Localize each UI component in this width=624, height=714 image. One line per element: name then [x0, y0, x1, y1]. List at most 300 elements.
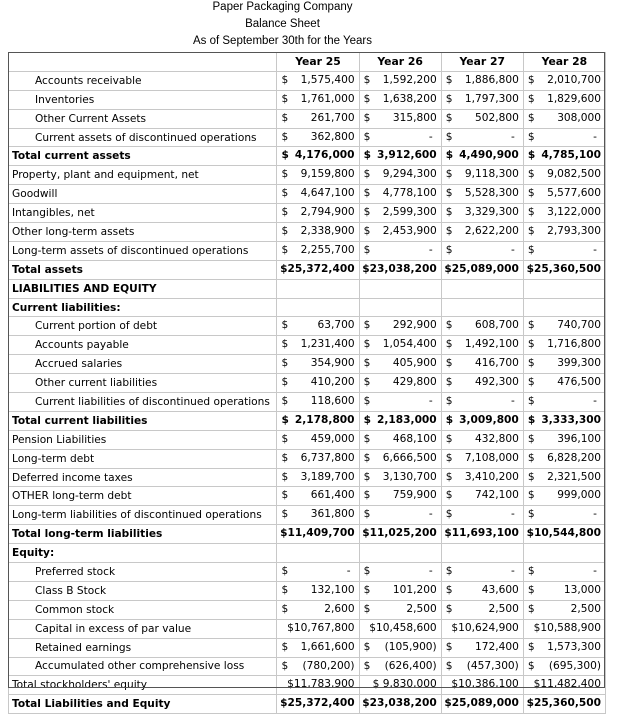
- value-cell: [441, 411, 523, 430]
- amount: 4,785,100: [541, 149, 601, 162]
- amount: 3,329,300: [464, 206, 519, 219]
- currency-symbol: $: [363, 111, 371, 124]
- value-cell: [359, 449, 441, 468]
- table-row: [9, 525, 606, 544]
- row-label: Total long-term liabilities: [9, 525, 277, 544]
- row-label: Capital in excess of par value: [9, 619, 277, 638]
- currency-symbol: $: [281, 395, 289, 408]
- amount: (626,400): [384, 659, 437, 672]
- amount: 759,900: [392, 489, 437, 502]
- amount: 2,183,000: [377, 413, 437, 426]
- currency-symbol: $: [363, 130, 371, 143]
- currency-symbol: $: [281, 489, 289, 502]
- amount: 1,231,400: [300, 338, 355, 351]
- row-label: Property, plant and equipment, net: [9, 166, 277, 185]
- amount: 3,130,700: [382, 470, 437, 483]
- value-cell: [359, 355, 441, 374]
- amount: 315,800: [392, 111, 437, 124]
- currency-symbol: $: [527, 470, 535, 483]
- amount: 2,178,800: [294, 413, 355, 426]
- value-cell: [277, 128, 359, 147]
- value-cell: [523, 260, 605, 279]
- table-row: [9, 657, 606, 676]
- value-cell: [277, 393, 359, 412]
- amount: 6,666,500: [382, 451, 437, 464]
- value-cell: [441, 487, 523, 506]
- currency-symbol: $: [527, 225, 535, 238]
- amount: -: [510, 395, 515, 408]
- currency-symbol: $: [363, 565, 371, 578]
- value-cell: [277, 185, 359, 204]
- amount: 6,737,800: [300, 451, 355, 464]
- column-header-year-26: Year 26: [359, 53, 441, 72]
- amount: 1,797,300: [464, 92, 519, 105]
- value-cell: [441, 223, 523, 242]
- row-label: Preferred stock: [9, 563, 277, 582]
- value-cell: [277, 317, 359, 336]
- amount: -: [510, 508, 515, 521]
- value-cell: [359, 109, 441, 128]
- currency-symbol: $: [281, 149, 289, 162]
- currency-symbol: $: [363, 187, 371, 200]
- table-row: [9, 71, 606, 90]
- value-cell: [441, 298, 523, 317]
- amount: $25,372,400: [280, 697, 355, 710]
- amount: 362,800: [310, 130, 355, 143]
- value-cell: [277, 581, 359, 600]
- currency-symbol: $: [445, 338, 453, 351]
- currency-symbol: $: [445, 470, 453, 483]
- value-cell: [441, 600, 523, 619]
- currency-symbol: $: [281, 602, 289, 615]
- amount: $ 9,830,000: [372, 678, 437, 691]
- amount: -: [593, 243, 597, 256]
- amount: 740,700: [557, 319, 601, 332]
- table-row: [9, 411, 606, 430]
- currency-symbol: $: [445, 92, 453, 105]
- currency-symbol: $: [281, 565, 289, 578]
- row-label: Total Liabilities and Equity: [9, 695, 277, 714]
- currency-symbol: $: [363, 92, 371, 105]
- value-cell: [523, 430, 605, 449]
- amount: $10,767,800: [287, 621, 355, 634]
- amount: 410,200: [310, 376, 355, 389]
- amount: -: [428, 395, 433, 408]
- value-cell: [277, 657, 359, 676]
- amount: 354,900: [310, 357, 355, 370]
- amount: $23,038,200: [362, 262, 437, 275]
- value-cell: [523, 487, 605, 506]
- currency-symbol: $: [527, 111, 535, 124]
- value-cell: [359, 638, 441, 657]
- currency-symbol: $: [445, 168, 453, 181]
- currency-symbol: $: [363, 206, 371, 219]
- currency-symbol: $: [527, 489, 535, 502]
- value-cell: [277, 355, 359, 374]
- table-row: [9, 695, 606, 714]
- value-cell: [523, 147, 605, 166]
- currency-symbol: $: [527, 149, 536, 162]
- value-cell: [523, 374, 605, 393]
- value-cell: [523, 298, 605, 317]
- currency-symbol: $: [527, 413, 536, 426]
- currency-symbol: $: [363, 243, 371, 256]
- value-cell: [359, 71, 441, 90]
- row-label: Equity:: [9, 544, 277, 563]
- currency-symbol: $: [445, 130, 453, 143]
- amount: -: [510, 565, 515, 578]
- amount: 405,900: [392, 357, 437, 370]
- value-cell: [523, 204, 605, 223]
- amount: 1,829,600: [547, 92, 601, 105]
- value-cell: [441, 90, 523, 109]
- row-label: Current portion of debt: [9, 317, 277, 336]
- amount: 3,009,800: [459, 413, 519, 426]
- currency-symbol: $: [363, 395, 371, 408]
- value-cell: [441, 166, 523, 185]
- table-row: [9, 393, 606, 412]
- row-label: LIABILITIES AND EQUITY: [9, 279, 277, 298]
- value-cell: [277, 411, 359, 430]
- value-cell: [523, 411, 605, 430]
- value-cell: [523, 657, 605, 676]
- currency-symbol: $: [363, 319, 371, 332]
- value-cell: [523, 695, 605, 714]
- amount: 292,900: [392, 319, 437, 332]
- value-cell: [523, 71, 605, 90]
- value-cell: [277, 430, 359, 449]
- value-cell: [359, 260, 441, 279]
- currency-symbol: $: [363, 73, 371, 86]
- amount: -: [593, 130, 597, 143]
- value-cell: [441, 581, 523, 600]
- amount: $11,783,900: [287, 678, 355, 691]
- table-row: [9, 317, 606, 336]
- amount: 5,577,600: [547, 187, 601, 200]
- amount: 1,886,800: [464, 73, 519, 86]
- value-cell: [277, 204, 359, 223]
- value-cell: [523, 638, 605, 657]
- row-label: OTHER long-term debt: [9, 487, 277, 506]
- currency-symbol: $: [281, 130, 289, 143]
- row-label: Other current liabilities: [9, 374, 277, 393]
- amount: 3,912,600: [377, 149, 437, 162]
- row-label: Long-term assets of discontinued operations: [9, 241, 277, 260]
- amount: 101,200: [392, 583, 437, 596]
- value-cell: [441, 355, 523, 374]
- row-label: Intangibles, net: [9, 204, 277, 223]
- row-label: Pension Liabilities: [9, 430, 277, 449]
- currency-symbol: $: [281, 470, 289, 483]
- table-row: [9, 336, 606, 355]
- amount: 432,800: [475, 432, 519, 445]
- value-cell: [523, 468, 605, 487]
- currency-symbol: $: [527, 583, 535, 596]
- currency-symbol: $: [363, 225, 371, 238]
- row-label: Total stockholders' equity: [9, 676, 277, 695]
- currency-symbol: $: [281, 319, 289, 332]
- company-name: Paper Packaging Company: [212, 1, 353, 13]
- value-cell: [277, 525, 359, 544]
- amount: 9,082,500: [547, 168, 601, 181]
- row-label: Current liabilities:: [9, 298, 277, 317]
- value-cell: [523, 600, 605, 619]
- currency-symbol: $: [527, 565, 535, 578]
- value-cell: [277, 241, 359, 260]
- amount: 7,108,000: [464, 451, 519, 464]
- value-cell: [441, 336, 523, 355]
- amount: 4,490,900: [459, 149, 519, 162]
- currency-symbol: $: [363, 338, 371, 351]
- amount: $25,089,000: [444, 262, 519, 275]
- value-cell: [359, 128, 441, 147]
- value-cell: [277, 468, 359, 487]
- row-label: Current liabilities of discontinued operations: [9, 393, 277, 412]
- amount: 1,638,200: [382, 92, 437, 105]
- amount: -: [428, 243, 433, 256]
- currency-symbol: $: [363, 451, 371, 464]
- value-cell: [277, 279, 359, 298]
- value-cell: [441, 204, 523, 223]
- amount: 492,300: [475, 376, 519, 389]
- value-cell: [359, 317, 441, 336]
- value-cell: [277, 374, 359, 393]
- row-label: Other Current Assets: [9, 109, 277, 128]
- currency-symbol: $: [527, 168, 535, 181]
- currency-symbol: $: [445, 583, 453, 596]
- row-label: Goodwill: [9, 185, 277, 204]
- currency-symbol: $: [527, 187, 535, 200]
- amount: (105,900): [384, 640, 437, 653]
- statement-title: Balance Sheet: [245, 18, 320, 30]
- table-row: [9, 506, 606, 525]
- amount: 661,400: [310, 489, 355, 502]
- value-cell: [441, 544, 523, 563]
- currency-symbol: $: [445, 111, 453, 124]
- value-cell: [523, 619, 605, 638]
- value-cell: [441, 374, 523, 393]
- amount: 3,410,200: [464, 470, 519, 483]
- value-cell: [359, 506, 441, 525]
- currency-symbol: $: [445, 640, 453, 653]
- currency-symbol: $: [527, 508, 535, 521]
- currency-symbol: $: [281, 451, 289, 464]
- table-row: [9, 185, 606, 204]
- currency-symbol: $: [445, 489, 453, 502]
- amount: 308,000: [557, 111, 601, 124]
- value-cell: [359, 581, 441, 600]
- amount: 2,453,900: [382, 225, 437, 238]
- amount: 361,800: [310, 508, 355, 521]
- value-cell: [523, 223, 605, 242]
- header-blank-cell: [9, 53, 277, 72]
- amount: 429,800: [392, 376, 437, 389]
- amount: 468,100: [392, 432, 437, 445]
- table-row: [9, 355, 606, 374]
- amount: 13,000: [563, 583, 601, 596]
- value-cell: [277, 544, 359, 563]
- value-cell: [277, 298, 359, 317]
- table-row: [9, 223, 606, 242]
- value-cell: [359, 374, 441, 393]
- value-cell: [359, 544, 441, 563]
- table-row: [9, 468, 606, 487]
- amount: 3,333,300: [541, 413, 601, 426]
- value-cell: [359, 430, 441, 449]
- currency-symbol: $: [445, 73, 453, 86]
- row-label: Accumulated other comprehensive loss: [9, 657, 277, 676]
- currency-symbol: $: [363, 489, 371, 502]
- value-cell: [277, 638, 359, 657]
- value-cell: [277, 336, 359, 355]
- value-cell: [359, 695, 441, 714]
- value-cell: [441, 430, 523, 449]
- value-cell: [441, 128, 523, 147]
- table-row: [9, 449, 606, 468]
- value-cell: [359, 241, 441, 260]
- table-row: [9, 128, 606, 147]
- value-cell: [277, 487, 359, 506]
- currency-symbol: $: [363, 508, 371, 521]
- currency-symbol: $: [527, 92, 535, 105]
- amount: 2,793,300: [547, 225, 601, 238]
- balance-sheet-table: [8, 52, 606, 714]
- amount: 416,700: [475, 357, 519, 370]
- currency-symbol: $: [445, 376, 453, 389]
- value-cell: [441, 279, 523, 298]
- value-cell: [359, 619, 441, 638]
- column-header-year-25: Year 25: [277, 53, 359, 72]
- currency-symbol: $: [527, 130, 535, 143]
- table-row: [9, 487, 606, 506]
- currency-symbol: $: [363, 413, 371, 426]
- row-label: Total current assets: [9, 147, 277, 166]
- amount: 1,575,400: [300, 73, 355, 86]
- amount: 63,700: [317, 319, 355, 332]
- row-label: Common stock: [9, 600, 277, 619]
- value-cell: [441, 468, 523, 487]
- row-label: Class B Stock: [9, 581, 277, 600]
- value-cell: [441, 657, 523, 676]
- amount: 4,778,100: [382, 187, 437, 200]
- amount: 742,100: [475, 489, 519, 502]
- row-label: Total assets: [9, 260, 277, 279]
- amount: 2,321,500: [547, 470, 601, 483]
- amount: $11,025,200: [362, 527, 437, 540]
- column-header-year-27: Year 27: [441, 53, 523, 72]
- amount: 476,500: [557, 376, 601, 389]
- currency-symbol: $: [527, 376, 535, 389]
- amount: 1,592,200: [382, 73, 437, 86]
- currency-symbol: $: [445, 395, 453, 408]
- currency-symbol: $: [281, 508, 289, 521]
- amount: 3,189,700: [300, 470, 355, 483]
- currency-symbol: $: [527, 73, 535, 86]
- amount: 6,828,200: [547, 451, 601, 464]
- value-cell: [359, 657, 441, 676]
- value-cell: [359, 411, 441, 430]
- amount: 2,599,300: [382, 206, 437, 219]
- table-row: [9, 544, 606, 563]
- currency-symbol: $: [281, 338, 289, 351]
- table-row: [9, 90, 606, 109]
- row-label: Retained earnings: [9, 638, 277, 657]
- value-cell: [359, 487, 441, 506]
- currency-symbol: $: [527, 432, 535, 445]
- value-cell: [277, 619, 359, 638]
- currency-symbol: $: [363, 659, 371, 672]
- currency-symbol: $: [445, 508, 453, 521]
- table-row: [9, 204, 606, 223]
- value-cell: [441, 71, 523, 90]
- value-cell: [359, 185, 441, 204]
- currency-symbol: $: [363, 602, 371, 615]
- amount: $11,482,400: [533, 678, 601, 691]
- value-cell: [441, 109, 523, 128]
- value-cell: [523, 128, 605, 147]
- value-cell: [441, 185, 523, 204]
- currency-symbol: $: [527, 357, 535, 370]
- amount: $25,360,500: [526, 262, 601, 275]
- currency-symbol: $: [281, 111, 289, 124]
- amount: -: [428, 565, 433, 578]
- amount: $10,588,900: [533, 621, 601, 634]
- amount: 1,492,100: [464, 338, 519, 351]
- currency-symbol: $: [445, 357, 453, 370]
- column-header-row: [9, 53, 606, 72]
- amount: 132,100: [310, 583, 355, 596]
- value-cell: [359, 279, 441, 298]
- amount: 2,622,200: [464, 225, 519, 238]
- value-cell: [277, 695, 359, 714]
- amount: 2,010,700: [547, 73, 601, 86]
- value-cell: [359, 223, 441, 242]
- currency-symbol: $: [363, 640, 371, 653]
- value-cell: [523, 563, 605, 582]
- value-cell: [277, 71, 359, 90]
- amount: $10,544,800: [526, 527, 601, 540]
- currency-symbol: $: [363, 357, 371, 370]
- currency-symbol: $: [281, 225, 289, 238]
- currency-symbol: $: [363, 168, 371, 181]
- amount: 43,600: [481, 583, 519, 596]
- currency-symbol: $: [445, 565, 453, 578]
- value-cell: [277, 109, 359, 128]
- value-cell: [523, 449, 605, 468]
- currency-symbol: $: [527, 602, 535, 615]
- currency-symbol: $: [445, 413, 454, 426]
- row-label: Other long-term assets: [9, 223, 277, 242]
- value-cell: [359, 336, 441, 355]
- table-row: [9, 298, 606, 317]
- value-cell: [359, 90, 441, 109]
- amount: 5,528,300: [464, 187, 519, 200]
- amount: 2,500: [406, 602, 437, 615]
- row-label: Total current liabilities: [9, 411, 277, 430]
- currency-symbol: $: [527, 659, 535, 672]
- value-cell: [277, 223, 359, 242]
- value-cell: [277, 563, 359, 582]
- row-label: Deferred income taxes: [9, 468, 277, 487]
- table-row: [9, 638, 606, 657]
- currency-symbol: $: [363, 432, 371, 445]
- amount: -: [593, 565, 597, 578]
- value-cell: [523, 185, 605, 204]
- value-cell: [523, 544, 605, 563]
- value-cell: [359, 563, 441, 582]
- amount: $11,693,100: [444, 527, 519, 540]
- currency-symbol: $: [445, 451, 453, 464]
